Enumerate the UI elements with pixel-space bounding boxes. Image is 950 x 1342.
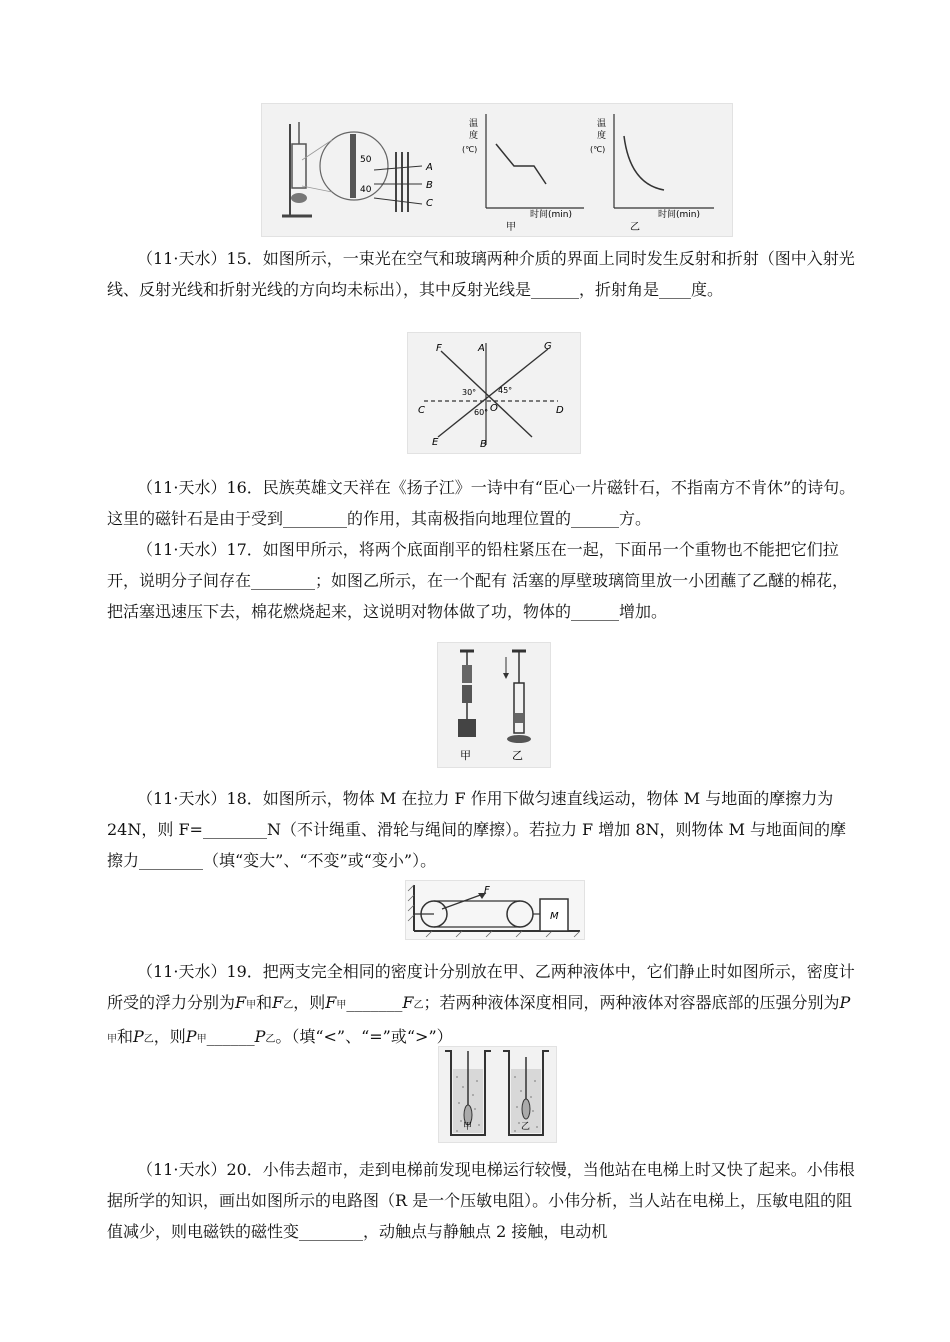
angle-45-label: 45° [498,386,513,395]
q19-p-jia-2: P [185,1027,197,1046]
label-b: B [480,439,487,450]
q19-f-yi-2: F [402,993,414,1012]
q19-blank-2: ______ [206,1027,255,1046]
q19-sub-jia-1: 甲 [246,1000,257,1011]
q19-f-jia: F [235,993,247,1012]
label-e: E [432,437,439,448]
question-17-text: （11·天水）17．如图甲所示，将两个底面削平的铅柱紧压在一起，下面吊一个重物也不能把它们拉开，说明分子间存在________；如图乙所示，在一个配有 活塞的厚壁玻璃筒里放一小团蘸了乙醚的棉花，把活塞迅速压下去，棉花燃烧起来，这说明对物体做了功，物体的______增加。 [107,540,849,621]
pulley-diagram [406,881,584,939]
caption-jia: 甲 [460,749,471,762]
q19-p-yi-2: P [254,1027,266,1046]
force-label-f: F [484,885,490,896]
scale-top-label: 50 [360,155,372,165]
q19-sub-yi-2: 乙 [413,1000,424,1011]
graph-jia-ylabel-3: (℃) [462,145,478,154]
caption-yi: 乙 [512,749,523,762]
caption-yi-liquid: 乙 [521,1122,531,1132]
graph-yi-xlabel: 时间(min) [658,210,700,220]
figure-molecular-force [437,642,551,768]
caption-jia-liquid: 甲 [463,1122,473,1132]
arrow-label-a: A [426,162,433,173]
q19-f-yi: F [272,993,284,1012]
graph-yi [590,114,714,233]
q19-sub-jia-2: 甲 [336,1000,347,1011]
figure-melting-experiment [261,103,733,237]
ray-g [438,349,548,437]
graph-jia-ylabel-2: 度 [469,131,479,141]
molecular-force-diagram [438,643,550,767]
lead-columns-jia [458,651,476,762]
melting-experiment-diagram [262,104,732,236]
q19-part1: （11·天水）19．把两支完全相同的密度计分别放在甲、乙两种液体中，它们静止时如图所示，密度计所受的浮力分别为 [107,962,855,1012]
angle-30-label: 30° [462,388,477,397]
scale-bottom-label: 40 [360,185,372,195]
graph-yi-ylabel-3: (℃) [590,145,606,154]
q19-sub-jia-4: 甲 [196,1034,207,1045]
q19-part3: 。（填“<”、“=”或“>”） [275,1027,453,1046]
graph-jia-caption: 甲 [506,222,516,233]
label-o: O [490,403,498,414]
hydrometers-diagram [439,1047,556,1142]
q19-f-jia-2: F [325,993,337,1012]
q19-p-yi: P [133,1027,144,1046]
graph-jia-xlabel: 时间(min) [530,210,572,220]
label-a: A [478,343,485,354]
question-19-text [107,956,857,1055]
question-18 [107,783,857,876]
question-18-text: （11·天水）18．如图所示，物体 M 在拉力 F 作用下做匀速直线运动，物体 M 与地面的摩擦力为 24N，则 F=________N（不计绳重、滑轮与绳间的摩擦）。若拉力 F 增加 8N，则物体 M 与地面间的摩擦力________（填“变大”、“不变”或“变小”）。 [107,789,847,870]
container-yi [503,1051,549,1135]
question-20-text: （11·天水）20．小伟去超市，走到电梯前发现电梯运行较慢，当他站在电梯上时又快了起来。小伟根据所学的知识，画出如图所示的电路图（R 是一个压敏电阻）。小伟分析，当人站在电梯上，压敏电阻的阻值减少，则电磁铁的磁性变________，动触点与静触点 2 接触，电动机 [107,1160,855,1241]
graph-jia-curve [496,144,546,184]
figure-light-refraction [407,332,581,454]
question-17 [107,534,857,627]
q19-sub-yi-3: 乙 [143,1034,154,1045]
q19-ze-1: ，则 [293,993,326,1012]
graph-yi-caption: 乙 [630,222,640,233]
arrow-label-c: C [426,198,433,209]
label-g: G [544,341,552,352]
question-16-text: （11·天水）16．民族英雄文天祥在《扬子江》一诗中有“臣心一片磁针石，不指南方不肯休”的诗句。这里的磁针石是由于受到________的作用，其南极指向地理位置的______方。 [107,478,856,528]
label-c: C [418,405,425,416]
q19-sub-yi-4: 乙 [265,1034,276,1045]
q19-he-2: 和 [117,1027,134,1046]
block-label-m: M [550,911,559,922]
q19-ze-2: ，则 [153,1027,186,1046]
label-f: F [436,343,442,354]
q19-he-1: 和 [256,993,273,1012]
angle-60-label: 60° [474,408,489,417]
q19-part2: ；若两种液体深度相同，两种液体对容器底部的压强分别为 [423,993,840,1012]
graph-yi-ylabel-1: 温 [597,119,607,129]
question-19 [107,956,857,1055]
container-jia [445,1051,491,1135]
figure-hydrometers [438,1046,557,1143]
question-20 [107,1154,857,1247]
light-refraction-diagram [408,333,580,453]
q19-sub-yi-1: 乙 [283,1000,294,1011]
q19-sub-jia-3: 甲 [107,1034,117,1045]
question-15-text: （11·天水）15．如图所示，一束光在空气和玻璃两种介质的界面上同时发生反射和折射（图中入射光线、反射光线和折射光线的方向均未标出），其中反射光线是______，折射角是____度。 [107,249,855,299]
question-15 [107,243,857,305]
graph-jia [462,114,584,233]
q19-blank-1: _______ [346,993,403,1012]
figure-pulley [405,880,585,940]
graph-yi-curve [624,136,664,190]
q19-p-jia: P [839,993,851,1012]
arrow-label-b: B [426,180,433,191]
graph-jia-ylabel-1: 温 [469,119,479,129]
label-d: D [556,405,564,416]
piston-cylinder-yi [503,651,531,762]
question-16 [107,472,857,534]
graph-yi-ylabel-2: 度 [597,131,607,141]
